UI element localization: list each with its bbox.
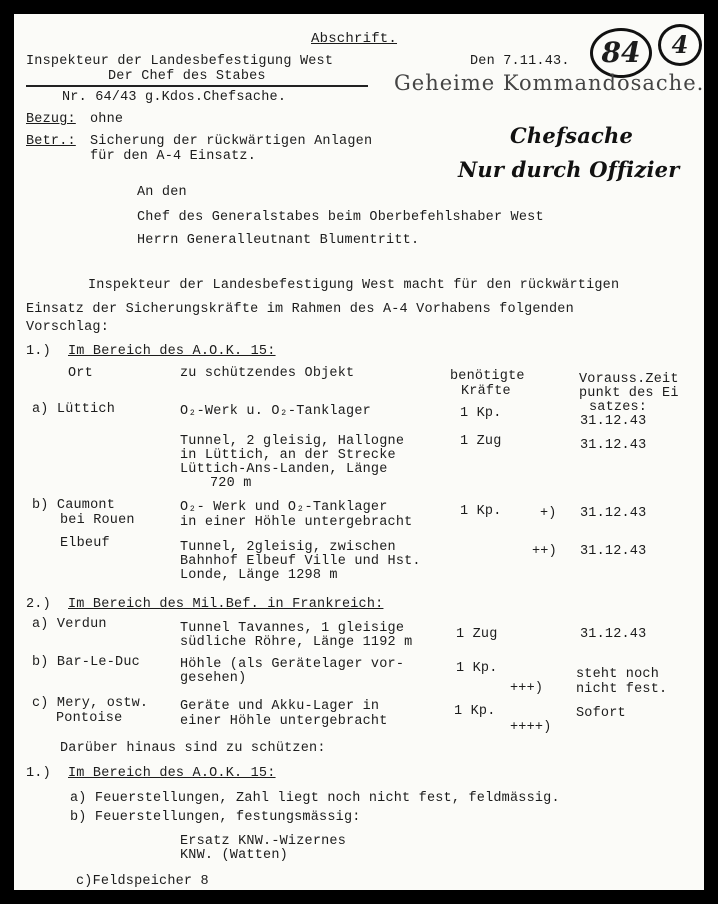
column-header-kraefte-2: Kräfte xyxy=(461,384,511,399)
bezug-label: Bezug: xyxy=(26,112,76,127)
further-item-b-2: KNW. (Watten) xyxy=(180,848,288,863)
subject-line-1: Sicherung der rückwärtigen Anlagen xyxy=(90,134,373,149)
row-2b-date-1: steht noch xyxy=(576,667,660,682)
subject-line-2: für den A-4 Einsatz. xyxy=(90,149,257,164)
sender-line-2: Der Chef des Stabes xyxy=(108,69,266,84)
row-2b-footnote-mark: +++) xyxy=(510,681,544,696)
row-b-forces: 1 Kp. xyxy=(460,504,502,519)
column-header-zeit-3: satzes: xyxy=(589,400,648,415)
row-2c-object-2: einer Höhle untergebracht xyxy=(180,714,388,729)
bezug-value: ohne xyxy=(90,112,124,127)
section2-title: Im Bereich des Mil.Bef. in Frankreich: xyxy=(68,597,384,612)
row-b-location-1: b) Caumont xyxy=(32,498,116,513)
section2-number: 2.) xyxy=(26,597,51,612)
intro-line-3: Vorschlag: xyxy=(26,320,110,335)
row-2c-location-2: Pontoise xyxy=(56,711,123,726)
further-item-a: a) Feuerstellungen, Zahl liegt noch nicht fest, feldmässig. xyxy=(70,791,560,806)
row-2b-object-1: Höhle (als Gerätelager vor- xyxy=(180,657,405,672)
column-header-zeit-1: Vorauss.Zeit xyxy=(579,372,679,387)
row-a-forces: 1 Kp. xyxy=(460,406,502,421)
row-c-footnote-mark: ++) xyxy=(532,544,557,559)
date: Den 7.11.43. xyxy=(470,54,570,69)
sender-rule xyxy=(26,85,368,87)
officer-only-handwritten: Nur durch Offizier xyxy=(458,157,680,182)
row-b-location-2: bei Rouen xyxy=(60,513,135,528)
section1-number: 1.) xyxy=(26,344,51,359)
row-2b-date-2: nicht fest. xyxy=(576,682,668,697)
row-2c-footnote-mark: ++++) xyxy=(510,720,552,735)
row-2a-location: a) Verdun xyxy=(32,617,107,632)
further-intro: Darüber hinaus sind zu schützen: xyxy=(60,741,326,756)
intro-line-1: Inspekteur der Landesbefestigung West macht für den rückwärtigen xyxy=(88,278,620,293)
row-a-date: 31.12.43 xyxy=(580,414,647,429)
row-2a-object-2: südliche Röhre, Länge 1192 m xyxy=(180,635,413,650)
column-header-kraefte-1: benötigte xyxy=(450,369,525,384)
document-title: Abschrift. xyxy=(311,31,398,47)
row-2b-forces: 1 Kp. xyxy=(456,661,498,676)
row-c-object-2: Bahnhof Elbeuf Ville und Hst. xyxy=(180,554,421,569)
row-a2-object-3: Lüttich-Ans-Landen, Länge xyxy=(180,462,388,477)
further-section-title: Im Bereich des A.O.K. 15: xyxy=(68,766,276,781)
chefsache-handwritten: Chefsache xyxy=(510,123,634,148)
row-2c-forces: 1 Kp. xyxy=(454,704,496,719)
further-item-b-1: Ersatz KNW.-Wizernes xyxy=(180,834,347,849)
row-b-date: 31.12.43 xyxy=(580,506,647,521)
row-c-date: 31.12.43 xyxy=(580,544,647,559)
row-2c-object-1: Geräte und Akku-Lager in xyxy=(180,699,380,714)
row-a2-date: 31.12.43 xyxy=(580,438,647,453)
row-2a-date: 31.12.43 xyxy=(580,627,647,642)
row-a2-object-2: in Lüttich, an der Strecke xyxy=(180,448,396,463)
row-2b-object-2: gesehen) xyxy=(180,671,247,686)
row-a2-forces: 1 Zug xyxy=(460,434,502,449)
row-b-footnote-mark: +) xyxy=(540,506,557,521)
column-header-zeit-2: punkt des Ei xyxy=(579,386,679,401)
address-line-1: An den xyxy=(137,185,187,200)
row-a2-object-4: 720 m xyxy=(210,476,252,491)
row-b-object-1: O₂- Werk und O₂-Tanklager xyxy=(180,500,388,515)
document-page xyxy=(14,14,704,890)
row-2b-location: b) Bar-Le-Duc xyxy=(32,655,140,670)
row-a-object: O₂-Werk u. O₂-Tanklager xyxy=(180,404,371,419)
row-c-object-1: Tunnel, 2gleisig, zwischen xyxy=(180,540,396,555)
further-section-number: 1.) xyxy=(26,766,51,781)
intro-line-2: Einsatz der Sicherungskräfte im Rahmen des A-4 Vorhabens folgenden xyxy=(26,302,574,317)
secret-stamp: Geheime Kommandosache. xyxy=(394,71,704,95)
file-number: 84 xyxy=(601,36,641,69)
row-b-object-2: in einer Höhle untergebracht xyxy=(180,515,413,530)
further-item-b: b) Feuerstellungen, festungsmässig: xyxy=(70,810,361,825)
row-2c-location-1: c) Mery, ostw. xyxy=(32,696,149,711)
row-a2-object-1: Tunnel, 2 gleisig, Hallogne xyxy=(180,434,405,449)
column-header-ort: Ort xyxy=(68,366,93,381)
row-2a-object-1: Tunnel Tavannes, 1 gleisige xyxy=(180,621,405,636)
row-a-location: a) Lüttich xyxy=(32,402,116,417)
row-c-object-3: Londe, Länge 1298 m xyxy=(180,568,338,583)
row-2c-date: Sofort xyxy=(576,706,626,721)
section1-title: Im Bereich des A.O.K. 15: xyxy=(68,344,276,359)
reference-number: Nr. 64/43 g.Kdos.Chefsache. xyxy=(62,90,287,105)
address-line-2: Chef des Generalstabes beim Oberbefehlshaber West xyxy=(137,210,544,225)
further-item-c: c)Feldspeicher 8 xyxy=(76,874,209,889)
address-line-3: Herrn Generalleutnant Blumentritt. xyxy=(137,233,420,248)
sender-line-1: Inspekteur der Landesbefestigung West xyxy=(26,54,334,69)
row-c-location: Elbeuf xyxy=(60,536,110,551)
row-2a-forces: 1 Zug xyxy=(456,627,498,642)
column-header-objekt: zu schützendes Objekt xyxy=(180,366,355,381)
subject-label: Betr.: xyxy=(26,134,76,149)
file-number-right-circle xyxy=(658,24,702,66)
file-number-right: 4 xyxy=(671,30,689,59)
